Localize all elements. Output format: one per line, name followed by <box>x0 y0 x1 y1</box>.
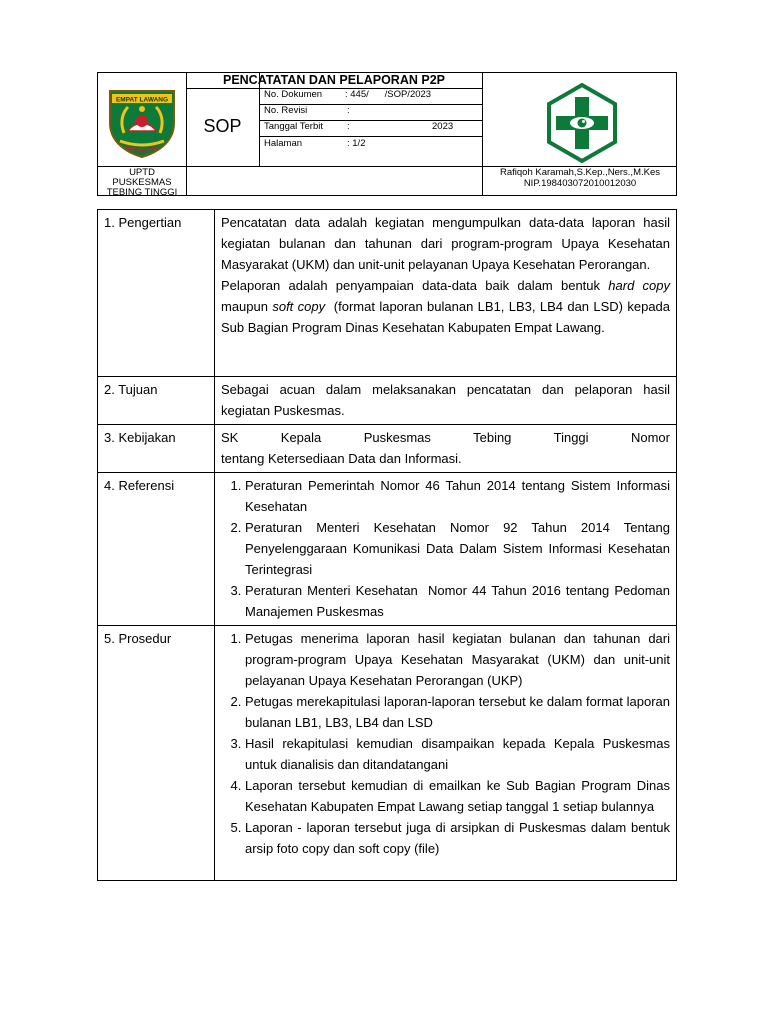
prosedur-content <box>215 626 677 881</box>
meta-issue-date-year: 2023 <box>432 121 454 132</box>
empat-lawang-logo <box>106 87 178 159</box>
pengertian-paragraph-2: Pelaporan adalah penyampaian data-data baik dalam bentuk hard copy maupun soft copy (format laporan bulanan LB1, LB3, LB4 dan LSD) kepada Sub Bagian Program Dinas Kesehatan Kabupaten Empat Lawang. <box>221 278 674 335</box>
kebijakan-line-1: SK Kepala Puskesmas Tebing Tinggi Nomor <box>221 430 670 445</box>
pengertian-content <box>215 210 677 377</box>
table-row <box>98 377 677 425</box>
list-item: 1. Petugas menerima laporan hasil kegiatan bulanan dan tahunan dari program-program Upaya Kesehatan Masyarakat (UKM) dan unit-unit pelayanan Upaya Kesehatan Perorangan (UKP) <box>245 628 670 691</box>
institution-name: UPTD PUSKESMAS TEBING TINGGI <box>106 167 178 198</box>
table-row <box>98 626 677 881</box>
table-row <box>98 425 677 473</box>
meta-revision-label: No. Revisi <box>264 105 308 116</box>
list-item: 3. Hasil rekapitulasi kemudian disampaikan kepada Kepala Puskesmas untuk dianalisis dan ditandatangani <box>245 733 670 775</box>
list-item: 3. Peraturan Menteri Kesehatan Nomor 44 Tahun 2016 tentang Pedoman Manajemen Puskesmas <box>245 580 670 622</box>
puskesmas-icon <box>542 83 622 163</box>
meta-page-label: Halaman <box>264 138 303 149</box>
table-row <box>98 473 677 626</box>
list-item: 5. Laporan - laporan tersebut juga di arsipkan di Puskesmas dalam bentuk arsip foto copy dan soft copy (file) <box>245 817 670 859</box>
kebijakan-line-2: tentang Ketersediaan Data dan Informasi. <box>221 451 462 466</box>
list-item: 1. Peraturan Pemerintah Nomor 46 Tahun 2014 tentang Sistem Informasi Kesehatan <box>245 475 670 517</box>
meta-issue-date-value: : <box>347 121 350 132</box>
prosedur-list <box>215 628 670 859</box>
row-label-referensi: 4. Referensi <box>98 473 215 626</box>
meta-issue-date-label: Tanggal Terbit <box>264 121 323 132</box>
table-row <box>98 210 677 377</box>
signer-name: Rafiqoh Karamah,S.Kep.,Ners.,M.Kes <box>500 167 660 178</box>
kebijakan-content <box>215 425 677 473</box>
row-label-prosedur: 5. Prosedur <box>98 626 215 881</box>
document-title: PENCATATAN DAN PELAPORAN P2P <box>222 73 445 87</box>
sop-label: SOP <box>203 116 242 136</box>
signer-nip: NIP.198403072010012030 <box>523 178 637 189</box>
referensi-list <box>215 475 674 622</box>
list-item: 2. Petugas merekapitulasi laporan-laporan tersebut ke dalam format laporan bulanan LB1, LB3, LB4 dan LSD <box>245 691 670 733</box>
referensi-content <box>215 473 677 626</box>
row-label-kebijakan: 3. Kebijakan <box>98 425 215 473</box>
meta-revision-value: : <box>347 105 350 116</box>
sop-content-table <box>97 209 677 881</box>
pengertian-paragraph-1: Pencatatan data adalah kegiatan mengumpulkan data-data laporan hasil kegiatan bulanan dan tahunan dari program-program Upaya Kesehatan Masyarakat (UKM) dan unit-unit pelayanan Upaya Kesehatan Perorangan. <box>221 215 670 272</box>
meta-doc-number-label: No. Dokumen <box>264 89 323 100</box>
meta-page-value: : 1/2 <box>347 138 366 149</box>
signer-block <box>482 167 678 189</box>
logo-banner-text: EMPAT LAWANG <box>115 96 169 104</box>
row-label-tujuan: 2. Tujuan <box>98 377 215 425</box>
sop-header <box>97 72 677 196</box>
list-item: 2. Peraturan Menteri Kesehatan Nomor 92 Tahun 2014 Tentang Penyelenggaraan Komunikasi Data Dalam Sistem Informasi Kesehatan Terintegrasi <box>245 517 670 580</box>
row-label-pengertian: 1. Pengertian <box>98 210 215 377</box>
list-item: 4. Laporan tersebut kemudian di emailkan ke Sub Bagian Program Dinas Kesehatan Kabupaten Empat Lawang setiap tanggal 1 setiap bulannya <box>245 775 670 817</box>
meta-doc-number-value: : 445/ /SOP/2023 <box>345 89 432 100</box>
tujuan-content: Sebagai acuan dalam melaksanakan pencatatan dan pelaporan hasil kegiatan Puskesmas. <box>215 377 677 425</box>
